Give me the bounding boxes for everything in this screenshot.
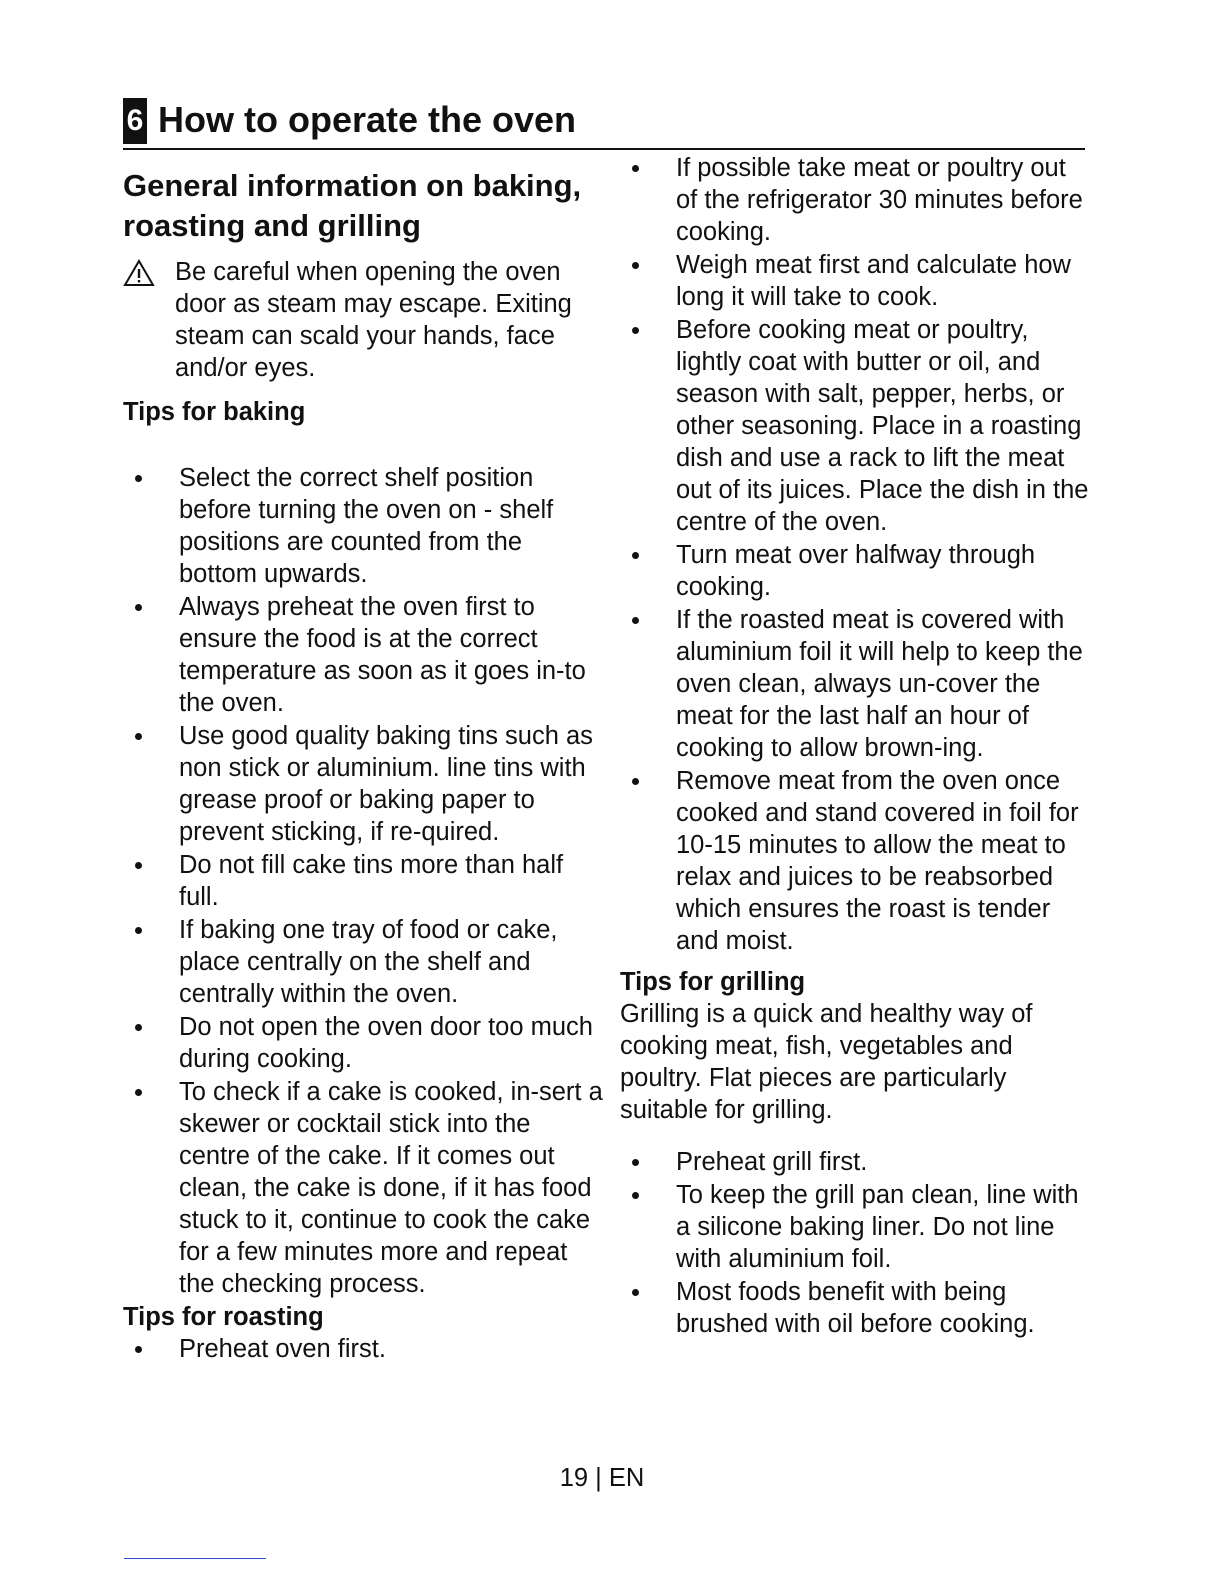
list-item: Most foods benefit with being brushed with oil before cooking. <box>620 1276 1090 1340</box>
baking-tips-list <box>123 462 603 1300</box>
list-item: If baking one tray of food or cake, place centrally on the shelf and centrally within the oven. <box>123 914 603 1010</box>
right-column <box>620 152 1090 1341</box>
section-title-line-2: roasting and grilling <box>123 208 421 243</box>
baking-heading: Tips for baking <box>123 398 306 426</box>
roasting-tips-list-part-1 <box>123 1333 603 1365</box>
list-item: Always preheat the oven first to ensure the food is at the correct temperature as soon as it goes in-to the oven. <box>123 591 603 719</box>
list-item: Turn meat over halfway through cooking. <box>620 539 1090 603</box>
bottom-rule <box>124 1558 266 1559</box>
list-item: Do not fill cake tins more than half full. <box>123 849 603 913</box>
roasting-tips-list-part-2 <box>620 152 1090 957</box>
list-item: To keep the grill pan clean, line with a silicone baking liner. Do not line with aluminium foil. <box>620 1179 1090 1275</box>
chapter-number: 6 <box>123 98 147 144</box>
roasting-heading: Tips for roasting <box>123 1303 324 1331</box>
list-item: Preheat grill first. <box>620 1146 1090 1178</box>
list-item: Weigh meat first and calculate how long it will take to cook. <box>620 249 1090 313</box>
warning-note <box>123 256 603 384</box>
list-item: Select the correct shelf position before turning the oven on - shelf positions are counted from the bottom upwards. <box>123 462 603 590</box>
page-footer: 19 | EN <box>559 1464 645 1492</box>
section-title-line-1: General information on baking, <box>123 168 582 203</box>
grilling-tips-list <box>620 1146 1090 1340</box>
chapter-header <box>123 96 1085 150</box>
section-title <box>123 166 603 246</box>
list-item: If possible take meat or poultry out of the refrigerator 30 minutes before cooking. <box>620 152 1090 248</box>
grilling-intro: Grilling is a quick and healthy way of cooking meat, fish, vegetables and poultry. Flat pieces are particularly suitable for grilling. <box>620 1000 1033 1124</box>
warning-triangle-icon <box>123 259 155 287</box>
list-item: Do not open the oven door too much during cooking. <box>123 1011 603 1075</box>
left-column <box>123 166 603 1366</box>
list-item: Before cooking meat or poultry, lightly coat with butter or oil, and season with salt, pepper, herbs, or other seasoning. Place in a roasting dish and use a rack to lift the meat out of its juices. Place the dish in the centre of the oven. <box>620 314 1090 538</box>
list-item: Use good quality baking tins such as non stick or aluminium. line tins with grease proof or baking paper to prevent sticking, if re-quired. <box>123 720 603 848</box>
list-item: Remove meat from the oven once cooked and stand covered in foil for 10-15 minutes to allow the meat to relax and juices to be reabsorbed which ensures the roast is tender and moist. <box>620 765 1090 957</box>
list-item: If the roasted meat is covered with aluminium foil it will help to keep the oven clean, always un-cover the meat for the last half an hour of cooking to allow brown-ing. <box>620 604 1090 764</box>
list-item: Preheat oven first. <box>123 1333 603 1365</box>
grilling-heading: Tips for grilling <box>620 968 806 996</box>
list-item: To check if a cake is cooked, in-sert a skewer or cocktail stick into the centre of the cake. If it comes out clean, the cake is done, if it has food stuck to it, continue to cook the cake for a few minutes more and repeat the checking process. <box>123 1076 603 1300</box>
chapter-title: How to operate the oven <box>158 99 577 140</box>
warning-text: Be careful when opening the oven door as steam may escape. Exiting steam can scald your hands, face and/or eyes. <box>175 258 572 382</box>
